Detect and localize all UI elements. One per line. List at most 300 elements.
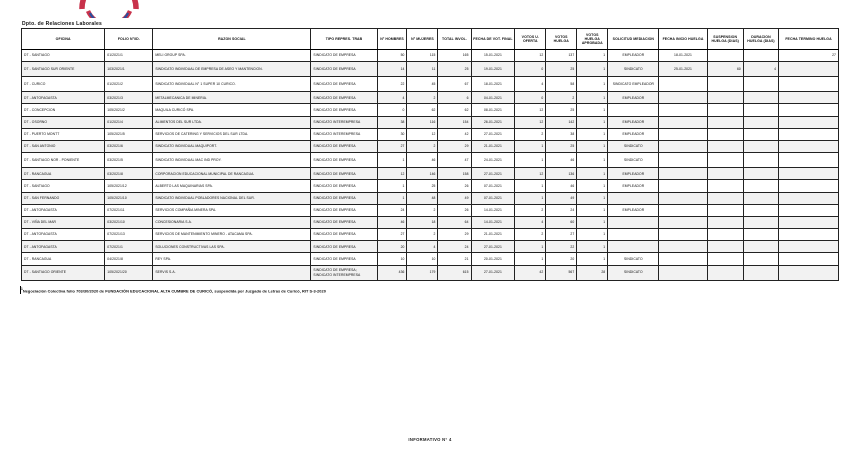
cell-fecha-termino-huelga [779,216,839,228]
department-label: Dpto. de Relaciones Laborales [22,21,103,27]
footnote-bar [20,286,21,294]
cell-tipo-repres: SINDICATO DE EMPRESA [311,62,377,77]
cell-tipo-repres: SINDICATO DE EMPRESA [311,253,377,265]
cell-razon-social: SOLUCIONES CONSTRUCTIVAS LAS SPA. [153,241,311,253]
cell-duracion-huelga [743,229,778,241]
strike-data-table-wrapper [21,28,839,281]
cell-fecha-termino-huelga [779,140,839,152]
cell-fecha-termino-huelga [779,168,839,180]
cell-votos-huelga: 137 [546,50,577,62]
cell-votos-ultima-oferta: 1 [515,241,546,253]
cell-total: 29 [438,229,471,241]
cell-folio: 03/2021/5 [105,153,153,168]
cell-razon-social: SINDICATO INDIVIDUAL MAQUIPORT. [153,140,311,152]
cell-votos-huelga-aprobada: 1 [577,50,608,62]
cell-votos-huelga: 46 [546,180,577,192]
cell-razon-social: SERVICIOS DE MANTENIMIENTO MINERO - ATACAMA SPA. [153,229,311,241]
cell-duracion-huelga [743,50,778,62]
strike-data-table [21,28,839,281]
cell-fecha-inicio-huelga [659,241,707,253]
cell-mujeres: 18 [407,216,438,228]
cell-oficina: DT - SANTIAGO NOR - PONIENTE [22,153,105,168]
cell-folio: 01/2021/4 [105,116,153,128]
cell-folio: 105/2021/5 [105,128,153,140]
cell-votos-huelga: 567 [546,265,577,280]
cell-votos-ultima-oferta: 1 [515,253,546,265]
cell-duracion-huelga [743,104,778,116]
cell-mujeres: 46 [407,153,438,168]
cell-fecha-termino-huelga [779,77,839,92]
cell-razon-social: SINDICATO INDIVIDUAL DE EMPRESA DE ASEO Y MANTENCION. [153,62,311,77]
cell-suspension-huelga [707,116,743,128]
cell-votos-huelga: 46 [546,153,577,168]
cell-votos-ultima-oferta: 42 [515,265,546,280]
cell-mujeres: 2 [407,204,438,216]
cell-solicitud-mediacion: SINDICATO EMPLEADOR [608,77,659,92]
cell-fecha-votacion: 04-01-2021 [471,92,515,104]
cell-fecha-termino-huelga [779,104,839,116]
table-row [22,253,839,265]
cell-votos-huelga: 142 [546,116,577,128]
cell-fecha-inicio-huelga [659,128,707,140]
table-row [22,77,839,92]
cell-fecha-votacion: 21-01-2021 [471,229,515,241]
cell-tipo-repres: SINDICATO DE EMPRESA [311,168,377,180]
cell-folio: 103/2021/1 [105,62,153,77]
cell-fecha-inicio-huelga [659,153,707,168]
cell-total: 62 [438,104,471,116]
cell-mujeres: 2 [407,92,438,104]
col-header-fecha-inicio-huelga: FECHA INICIO HUELGA [659,29,707,50]
cell-mujeres: 116 [407,116,438,128]
cell-votos-huelga-aprobada: 1 [577,116,608,128]
cell-votos-huelga-aprobada: 1 [577,253,608,265]
cell-votos-ultima-oferta: 0 [515,92,546,104]
cell-folio: 105/2021/12 [105,180,153,192]
cell-fecha-votacion: 27-01-2021 [471,128,515,140]
cell-fecha-inicio-huelga [659,204,707,216]
cell-fecha-inicio-huelga: 25-01-2021 [659,62,707,77]
cell-solicitud-mediacion: EMPLEADOR [608,128,659,140]
cell-votos-huelga: 25 [546,140,577,152]
cell-total: 615 [438,265,471,280]
col-header-solicitud-mediacion: SOLICITUD MEDIACION [608,29,659,50]
cell-votos-ultima-oferta: 1 [515,140,546,152]
footnote-text: Negociación Colectiva folio 703/30/2020 de FUNDACIÓN EDUCACIONAL ALTA CUMBRE DE CURICÓ, suspendida por Juzgado de Letras de Curicó, RIT S-3-2020 [22,288,326,294]
cell-solicitud-mediacion: SINDICATO [608,153,659,168]
cell-hombres: 4 [377,92,407,104]
cell-votos-huelga-aprobada: 1 [577,241,608,253]
cell-folio: 03/2021/8 [105,168,153,180]
cell-solicitud-mediacion [608,241,659,253]
cell-hombres: 0 [377,104,407,116]
cell-mujeres: 45 [407,77,438,92]
cell-solicitud-mediacion: EMPLEADOR [608,92,659,104]
cell-votos-huelga: 58 [546,77,577,92]
cell-hombres: 30 [377,128,407,140]
cell-folio: 03/2021/3 [105,92,153,104]
cell-votos-huelga: 38 [546,128,577,140]
cell-tipo-repres: SINDICATO DE EMPRESA [311,104,377,116]
cell-solicitud-mediacion: SINDICATO [608,265,659,280]
cell-solicitud-mediacion: EMPLEADOR [608,204,659,216]
cell-fecha-votacion: 27-01-2021 [471,168,515,180]
cell-fecha-votacion: 14-01-2021 [471,216,515,228]
cell-suspension-huelga [707,128,743,140]
cell-suspension-huelga [707,140,743,152]
cell-solicitud-mediacion [608,229,659,241]
cell-hombres: 50 [377,50,407,62]
cell-fecha-votacion: 14-01-2021 [471,204,515,216]
cell-razon-social: SERVIS S.A. [153,265,311,280]
col-header-votos-huelga: VOTOS HUELGA [546,29,577,50]
cell-tipo-repres: SINDICATO DE EMPRESA [311,153,377,168]
cell-solicitud-mediacion: SINDICATO [608,140,659,152]
cell-fecha-inicio-huelga [659,92,707,104]
cell-votos-huelga: 60 [546,216,577,228]
cell-hombres: 10 [377,253,407,265]
cell-votos-ultima-oferta: 12 [515,168,546,180]
cell-votos-huelga: 49 [546,192,577,204]
cell-duracion-huelga: 4 [743,62,778,77]
cell-mujeres: 10 [407,253,438,265]
cell-fecha-termino-huelga [779,128,839,140]
table-row [22,153,839,168]
cell-oficina: DT - SANTIAGO ORIENTE [22,265,105,280]
direccion-del-trabajo-logo [78,0,140,18]
cell-tipo-repres: SINDICATO DE EMPRESA [311,241,377,253]
cell-votos-huelga-aprobada: 1 [577,140,608,152]
cell-oficina: DT - ANTOFAGASTA [22,229,105,241]
cell-fecha-inicio-huelga [659,180,707,192]
cell-suspension-huelga [707,229,743,241]
cell-votos-huelga: 136 [546,168,577,180]
col-header-fecha-votacion: FECHA DE VOT. FINAL [471,29,515,50]
cell-hombres: 436 [377,265,407,280]
cell-oficina: DT - ANTOFAGASTA [22,241,105,253]
cell-razon-social: ALBERTO LAS MAQUINARIAS SPA. [153,180,311,192]
cell-fecha-votacion: 07-01-2021 [471,180,515,192]
table-row [22,116,839,128]
cell-oficina: DT - CONCEPCION [22,104,105,116]
cell-mujeres: 179 [407,265,438,280]
cell-votos-ultima-oferta: 4 [515,77,546,92]
cell-fecha-inicio-huelga [659,104,707,116]
cell-fecha-termino-huelga [779,265,839,280]
cell-fecha-votacion: 24-01-2021 [471,153,515,168]
cell-fecha-votacion: 26-01-2021 [471,116,515,128]
cell-fecha-termino-huelga [779,180,839,192]
cell-tipo-repres: SINDICATO DE EMPRESA [311,77,377,92]
cell-razon-social: ALIMENTOS DEL SUR LTDA. [153,116,311,128]
col-header-suspension-huelga: SUSPENSION HUELGA (DIAS) [707,29,743,50]
cell-suspension-huelga [707,153,743,168]
cell-hombres: 46 [377,216,407,228]
table-row [22,204,839,216]
cell-mujeres: 62 [407,104,438,116]
table-row [22,168,839,180]
cell-folio: 07/2021/11 [105,204,153,216]
cell-suspension-huelga [707,104,743,116]
cell-tipo-repres: SINDICATO DE EMPRESA [311,204,377,216]
cell-duracion-huelga [743,92,778,104]
cell-votos-huelga: 24 [546,204,577,216]
cell-votos-huelga-aprobada: 1 [577,92,608,104]
cell-fecha-termino-huelga [779,92,839,104]
cell-hombres: 12 [377,168,407,180]
cell-suspension-huelga [707,180,743,192]
footnote-marker: 1 [21,287,23,291]
cell-hombres: 1 [377,192,407,204]
cell-total: 26 [438,204,471,216]
cell-mujeres: 48 [407,192,438,204]
cell-oficina: DT - ANTOFAGASTA [22,92,105,104]
cell-votos-ultima-oferta: 2 [515,128,546,140]
table-header-row [22,29,839,50]
cell-razon-social: MELI GROUP SPA. [153,50,311,62]
cell-duracion-huelga [743,140,778,152]
cell-tipo-repres: SINDICATO DE EMPRESA; SINDICATO INTEREMPRESA [311,265,377,280]
cell-fecha-termino-huelga: 27 [779,50,839,62]
cell-votos-huelga: 27 [546,229,577,241]
col-header-razon-social: RAZON SOCIAL [153,29,311,50]
cell-fecha-votacion: 21-01-2021 [471,140,515,152]
cell-folio: 105/2021/20 [105,265,153,280]
cell-mujeres: 115 [407,50,438,62]
cell-votos-huelga-aprobada: 1 [577,192,608,204]
cell-oficina: DT - SANTIAGO SUR ORIENTE [22,62,105,77]
cell-votos-ultima-oferta: 1 [515,180,546,192]
cell-folio: 105/2021/10 [105,192,153,204]
cell-votos-huelga: 2 [546,92,577,104]
cell-total: 42 [438,128,471,140]
table-row [22,50,839,62]
cell-hombres: 14 [377,62,407,77]
cell-tipo-repres: SINDICATO INTEREMPRESA [311,128,377,140]
cell-oficina: DT - SANTIAGO [22,50,105,62]
cell-mujeres: 4 [407,241,438,253]
cell-votos-huelga: 25 [546,62,577,77]
table-row [22,229,839,241]
cell-razon-social: CORPORACION EDUCACIONAL MUNICIPAL DE RANCAGUA. [153,168,311,180]
cell-hombres: 1 [377,180,407,192]
cell-hombres: 20 [377,241,407,253]
cell-fecha-votacion: 18-01-2021 [471,77,515,92]
cell-votos-huelga-aprobada: 1 [577,216,608,228]
cell-fecha-inicio-huelga [659,265,707,280]
cell-fecha-termino-huelga [779,229,839,241]
cell-oficina: DT - SAN FERNANDO [22,192,105,204]
cell-mujeres: 25 [407,180,438,192]
cell-votos-ultima-oferta: 1 [515,153,546,168]
cell-fecha-inicio-huelga [659,253,707,265]
cell-fecha-termino-huelga [779,253,839,265]
cell-folio: 01/2021/1 [105,50,153,62]
cell-fecha-votacion: 07-01-2021 [471,192,515,204]
cell-hombres: 1 [377,153,407,168]
cell-tipo-repres: SINDICATO DE EMPRESA [311,192,377,204]
cell-suspension-huelga [707,77,743,92]
cell-votos-huelga-aprobada: 1 [577,77,608,92]
cell-oficina: DT - SANTIAGO [22,180,105,192]
cell-fecha-termino-huelga [779,116,839,128]
cell-solicitud-mediacion: SINDICATO [608,253,659,265]
cell-total: 21 [438,253,471,265]
cell-total: 6 [438,92,471,104]
cell-fecha-inicio-huelga [659,229,707,241]
cell-hombres: 38 [377,116,407,128]
cell-razon-social: CONCESIONARIA S.A. [153,216,311,228]
cell-razon-social: SERVICIOS DE CATERING Y SERVICIOS DEL SUR LTDA. [153,128,311,140]
table-row [22,241,839,253]
cell-votos-ultima-oferta: 1 [515,192,546,204]
cell-solicitud-mediacion [608,192,659,204]
cell-total: 158 [438,168,471,180]
cell-duracion-huelga [743,192,778,204]
cell-suspension-huelga [707,192,743,204]
cell-votos-huelga-aprobada: 1 [577,128,608,140]
table-row [22,192,839,204]
cell-folio: 01/2021/2 [105,77,153,92]
cell-oficina: DT - PUERTO MONTT [22,128,105,140]
cell-fecha-inicio-huelga [659,192,707,204]
cell-fecha-termino-huelga [779,62,839,77]
col-header-hombres: N° HOMBRES [377,29,407,50]
cell-fecha-votacion: 27-01-2021 [471,241,515,253]
cell-mujeres: 2 [407,140,438,152]
cell-total: 47 [438,153,471,168]
cell-tipo-repres: SINDICATO DE EMPRESA [311,180,377,192]
cell-hombres: 22 [377,77,407,92]
cell-votos-huelga-aprobada: 1 [577,168,608,180]
table-row [22,62,839,77]
cell-votos-huelga-aprobada: 1 [577,229,608,241]
cell-votos-huelga-aprobada: 28 [577,265,608,280]
cell-fecha-inicio-huelga [659,116,707,128]
cell-total: 49 [438,192,471,204]
cell-total: 26 [438,180,471,192]
cell-votos-huelga: 22 [546,241,577,253]
cell-suspension-huelga [707,92,743,104]
cell-solicitud-mediacion [608,104,659,116]
cell-fecha-votacion: 19-01-2021 [471,62,515,77]
cell-votos-ultima-oferta: 2 [515,204,546,216]
cell-total: 154 [438,116,471,128]
cell-tipo-repres: SINDICATO DE EMPRESA [311,216,377,228]
cell-duracion-huelga [743,77,778,92]
cell-oficina: DT - RANCAGUA [22,253,105,265]
col-header-total-involucrados: TOTAL INVOL. [438,29,471,50]
table-body [22,50,839,281]
cell-suspension-huelga [707,168,743,180]
cell-solicitud-mediacion: EMPLEADOR [608,180,659,192]
cell-folio: 03/2021/10 [105,216,153,228]
cell-solicitud-mediacion: EMPLEADOR [608,116,659,128]
cell-fecha-termino-huelga [779,153,839,168]
cell-razon-social: MAQUILA CURICÓ SPA. [153,104,311,116]
cell-mujeres: 146 [407,168,438,180]
cell-votos-huelga-aprobada: 1 [577,153,608,168]
cell-fecha-inicio-huelga [659,168,707,180]
cell-mujeres: 11 [407,62,438,77]
cell-folio: 105/2021/2 [105,104,153,116]
cell-fecha-inicio-huelga [659,216,707,228]
cell-fecha-inicio-huelga: 18-01-2021 [659,50,707,62]
cell-votos-ultima-oferta: 12 [515,116,546,128]
col-header-fecha-termino-huelga: FECHA TERMINO HUELGA [779,29,839,50]
table-row [22,140,839,152]
cell-votos-huelga: 25 [546,104,577,116]
cell-razon-social: METALMECANICA DE MINERIA. [153,92,311,104]
cell-oficina: DT - RANCAGUA [22,168,105,180]
col-header-oficina: OFICINA [22,29,105,50]
cell-duracion-huelga [743,128,778,140]
col-header-votos-ultima-oferta: VOTOS U. OFERTA [515,29,546,50]
cell-duracion-huelga [743,153,778,168]
cell-razon-social: SINDICATO INDIVIDUAL MAC IND PROY. [153,153,311,168]
cell-votos-ultima-oferta: 2 [515,229,546,241]
cell-suspension-huelga [707,204,743,216]
cell-tipo-repres: SINDICATO DE EMPRESA [311,92,377,104]
cell-fecha-inicio-huelga [659,77,707,92]
cell-duracion-huelga [743,216,778,228]
col-header-folio: FOLIO N°/ID. [105,29,153,50]
cell-duracion-huelga [743,168,778,180]
cell-razon-social: SINDICATO INDIVIDUAL POBLADORES NACIONAL DEL SUR. [153,192,311,204]
cell-suspension-huelga [707,253,743,265]
cell-duracion-huelga [743,265,778,280]
cell-duracion-huelga [743,253,778,265]
cell-votos-ultima-oferta: 12 [515,50,546,62]
cell-duracion-huelga [743,116,778,128]
cell-fecha-votacion: 20-01-2021 [471,253,515,265]
cell-duracion-huelga [743,204,778,216]
cell-oficina: DT - OSORNO [22,116,105,128]
cell-total: 67 [438,77,471,92]
cell-oficina: DT - VIÑA DEL MAR [22,216,105,228]
page-footer: INFORMATIVO N° 4 [408,437,452,442]
cell-mujeres: 2 [407,229,438,241]
cell-suspension-huelga [707,50,743,62]
cell-total: 64 [438,216,471,228]
cell-suspension-huelga [707,216,743,228]
cell-total: 24 [438,241,471,253]
cell-hombres: 27 [377,229,407,241]
col-header-votos-huelga-aprobada: VOTOS HUELGA APROBADA [577,29,608,50]
cell-folio: 07/2021/1 [105,241,153,253]
cell-fecha-termino-huelga [779,192,839,204]
cell-solicitud-mediacion: EMPLEADOR [608,50,659,62]
cell-duracion-huelga [743,180,778,192]
cell-tipo-repres: SINDICATO DE EMPRESA [311,50,377,62]
cell-razon-social: SINDICATO INDIVIDUAL N° 1 SUPER 10 CURICO. [153,77,311,92]
table-row [22,92,839,104]
col-header-mujeres: N° MUJERES [407,29,438,50]
cell-folio: 03/2021/6 [105,140,153,152]
cell-mujeres: 12 [407,128,438,140]
cell-votos-ultima-oferta: 4 [515,216,546,228]
cell-folio: 07/2021/13 [105,229,153,241]
cell-votos-huelga-aprobada: 1 [577,104,608,116]
table-row [22,128,839,140]
table-row [22,180,839,192]
cell-fecha-termino-huelga [779,241,839,253]
cell-fecha-termino-huelga [779,204,839,216]
cell-oficina: DT - CURICO [22,77,105,92]
cell-tipo-repres: SINDICATO INTEREMPRESA [311,116,377,128]
cell-votos-huelga-aprobada: 1 [577,180,608,192]
cell-votos-huelga-aprobada: 1 [577,204,608,216]
